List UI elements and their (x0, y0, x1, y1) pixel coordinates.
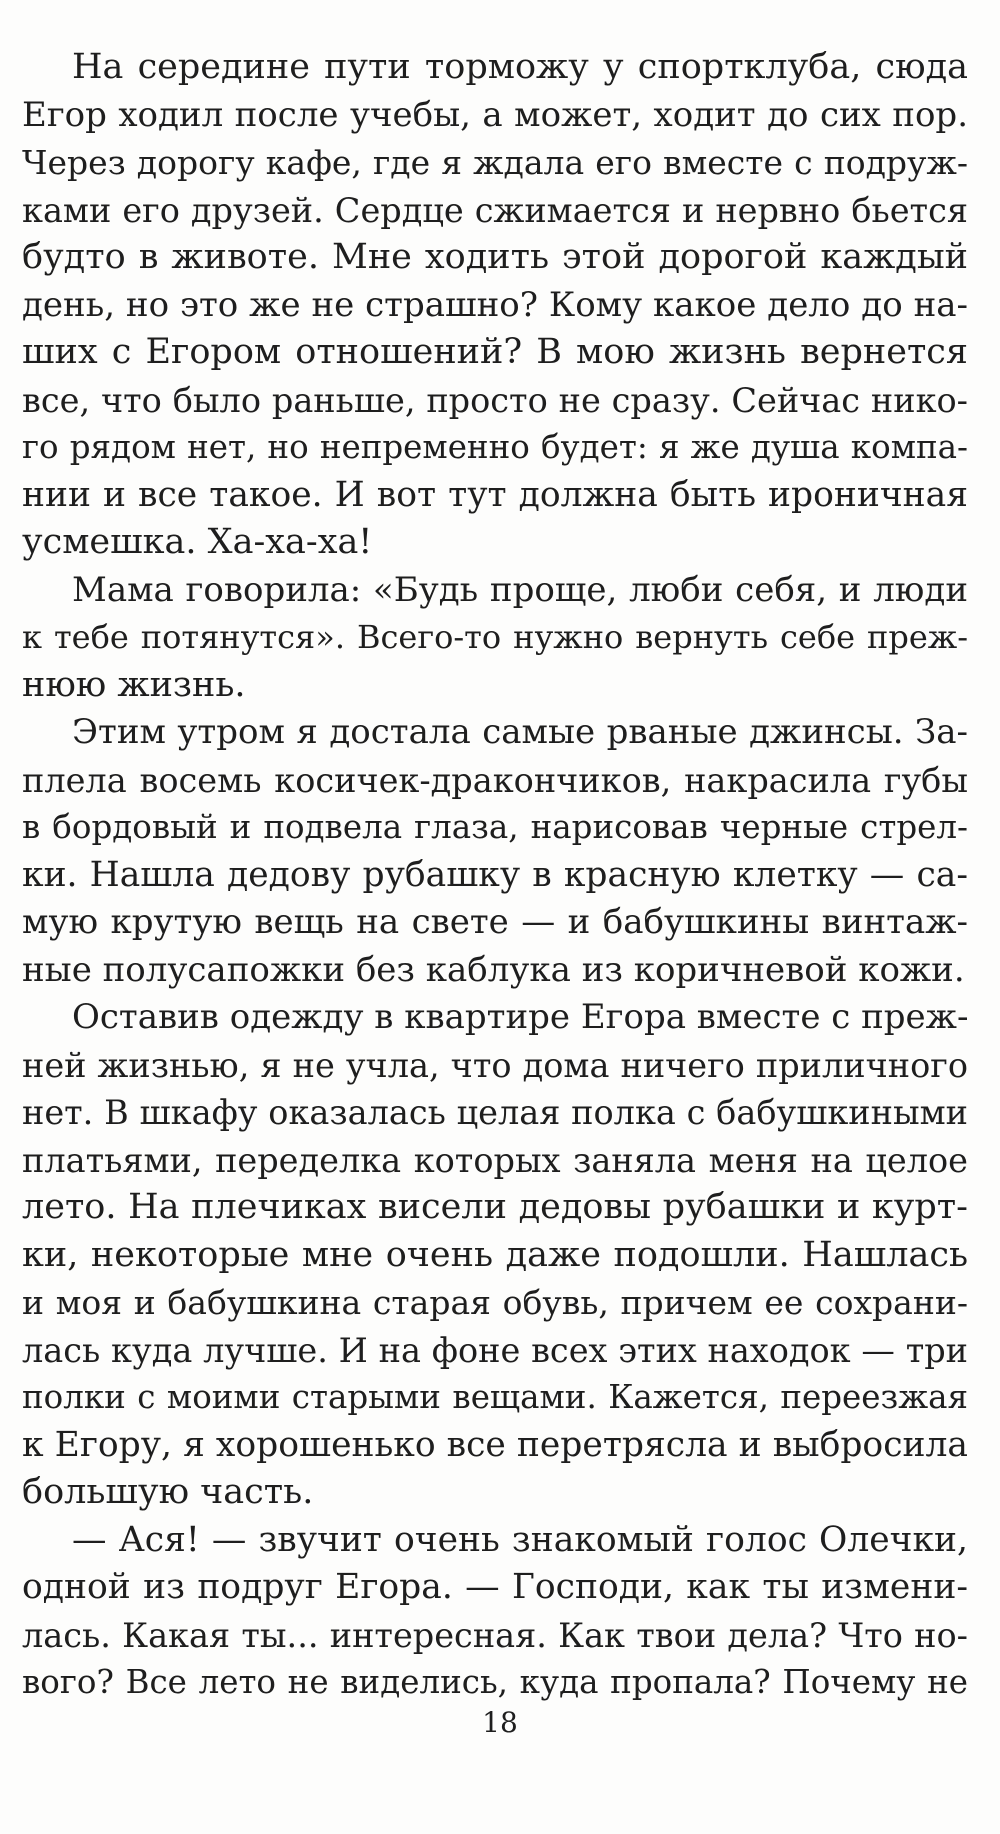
text-line: нет. В шкафу оказалась целая полка с бабушкиными (22, 1093, 968, 1132)
text-line: ки. Нашла дедову рубашку в красную клетку — са- (22, 854, 968, 895)
text-line: плела восемь косичек-дракончиков, накрасила губы (22, 760, 968, 800)
text-line: нюю жизнь. (22, 664, 246, 705)
text-line: лась. Какая ты... интересная. Как твои дела? Что но- (22, 1615, 968, 1655)
text-line: Егор ходил после учебы, а может, ходит до сих пор. (22, 94, 968, 135)
text-block (22, 44, 968, 1707)
text-line: Этим утром я достала самые рваные джинсы. За- (72, 712, 968, 752)
text-line: одной из подруг Егора. — Господи, как ты измени- (22, 1567, 968, 1607)
paragraph-5 (22, 1517, 968, 1707)
text-line: ших с Егором отношений? В мою жизнь вернется (22, 332, 968, 372)
text-line: ные полусапожки без каблука из коричневой кожи. (22, 949, 965, 990)
text-line: большую часть. (22, 1472, 314, 1512)
text-line: ки, некоторые мне очень даже подошли. Нашлась (22, 1234, 968, 1275)
text-line: ками его друзей. Сердце сжимается и нервно бьется (22, 190, 968, 230)
text-line: к тебе потянутся». Всего-то нужно вернуть себе преж- (22, 618, 968, 656)
text-line: — Ася! — звучит очень знакомый голос Олечки, (72, 1519, 968, 1560)
text-line: Мама говорила: «Будь проще, люби себя, и люди (72, 569, 968, 610)
text-line: платьями, переделка которых заняла меня на целое (22, 1140, 968, 1180)
text-line: го рядом нет, но непременно будет: я же душа компа- (22, 428, 968, 466)
text-line: полки с моими старыми вещами. Кажется, переезжая (22, 1378, 968, 1416)
page-number: 18 (482, 1706, 518, 1739)
paragraph-3 (22, 709, 968, 994)
text-line: Через дорогу кафе, где я ждала его вместе с подруж- (22, 143, 968, 182)
text-line: день, но это же не страшно? Кому какое дело до на- (22, 284, 968, 325)
text-line: Оставив одежду в квартире Егора вместе с преж- (72, 997, 968, 1037)
text-line: усмешка. Ха-ха-ха! (22, 522, 373, 562)
text-line: вого? Все лето не виделись, куда пропала? Почему не (22, 1663, 968, 1701)
paragraph-4 (22, 994, 968, 1517)
text-line: лето. На плечиках висели дедовы рубашки и курт- (22, 1187, 968, 1227)
text-line: мую крутую вещь на свете — и бабушкины винтаж- (22, 902, 968, 942)
text-line: будто в животе. Мне ходить этой дорогой каждый (22, 237, 968, 277)
text-line: и моя и бабушкина старая обувь, причем ее сохрани- (22, 1283, 968, 1322)
text-line: ней жизнью, я не учла, что дома ничего приличного (22, 1045, 968, 1085)
text-line: в бордовый и подвела глаза, нарисовав черные стрел- (22, 808, 968, 846)
paragraph-2 (22, 567, 968, 710)
text-line: нии и все такое. И вот тут должна быть ироничная (22, 474, 968, 515)
text-line: к Егору, я хорошенько все перетрясла и выбросила (22, 1424, 968, 1465)
text-line: На середине пути торможу у спортклуба, сюда (72, 47, 968, 87)
paragraph-1 (22, 44, 968, 567)
text-line: все, что было раньше, просто не сразу. Сейчас нико- (22, 380, 968, 420)
text-line: лась куда лучше. И на фоне всех этих находок — три (22, 1330, 968, 1370)
